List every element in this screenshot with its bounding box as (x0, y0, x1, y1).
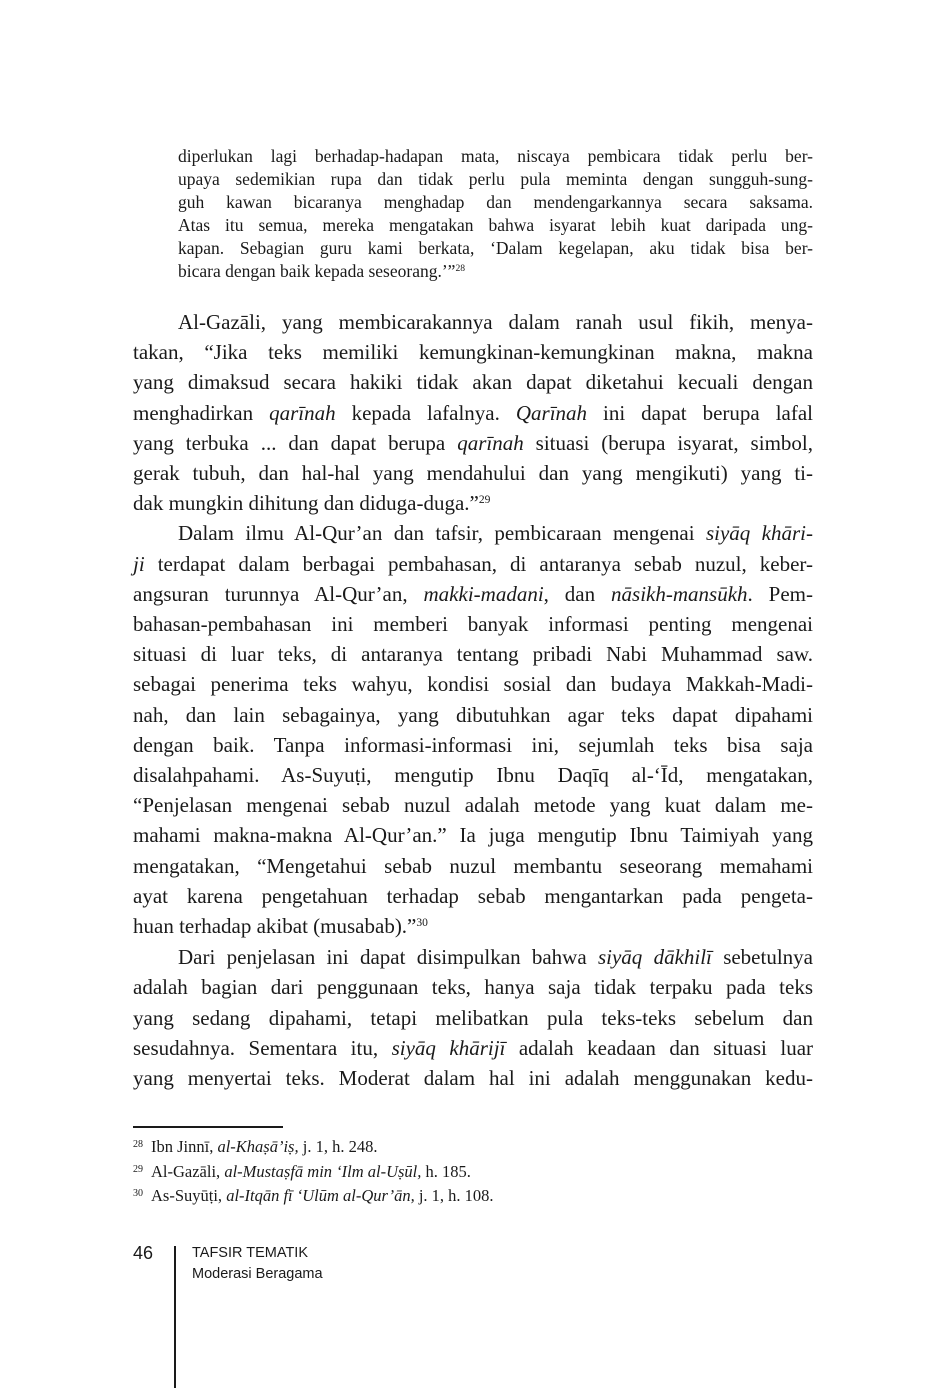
text-line (133, 488, 813, 518)
running-footer (192, 1243, 323, 1285)
text-run: j. 1, h. 108. (414, 1186, 494, 1205)
text-line (178, 237, 813, 260)
text-run: sebagai penerima teks wahyu, kondisi sosial dan budaya Makkah-Madi- (133, 672, 813, 697)
text-run: yang dimaksud secara hakiki tidak akan dapat diketahui kecuali dengan (133, 370, 813, 395)
text-run: Atas itu semua, mereka mengatakan bahwa isyarat lebih kuat daripada ung- (178, 215, 813, 235)
text-run: dengan baik. Tanpa informasi-informasi ini, sejumlah teks bisa saja (133, 732, 813, 757)
footnote-ref: 28 (455, 263, 466, 275)
italic-term: al-Khaṣā’iṣ, (217, 1137, 299, 1156)
text-line (178, 168, 813, 191)
footnote-ref: 29 (478, 494, 491, 507)
italic-term: ji (133, 551, 145, 576)
footnote (133, 1183, 494, 1208)
footnote (133, 1159, 494, 1184)
text-run: . Pem- (747, 581, 814, 606)
text-line (133, 790, 813, 820)
block-quote (178, 145, 813, 283)
footnote-number: 29 (133, 1163, 143, 1175)
text-run: Al-Gazāli, (151, 1161, 225, 1181)
text-line (133, 428, 813, 458)
text-run: terdapat dalam berbagai pembahasan, di antaranya sebab nuzul, keber- (144, 551, 813, 576)
text-run: sebetulnya (711, 945, 813, 970)
text-run: kepada lafalnya. (335, 400, 516, 425)
text-run: , dan (543, 581, 612, 606)
text-run: yang sedang dipahami, tetapi melibatkan pula teks-teks sebelum dan (133, 1005, 813, 1030)
text-line (133, 669, 813, 699)
text-run: h. 185. (421, 1161, 471, 1181)
text-run: gerak tubuh, dan hal-hal yang mendahului dan yang mengikuti) yang ti- (133, 461, 813, 486)
text-line (133, 549, 813, 579)
text-line (178, 145, 813, 168)
text-line (133, 398, 813, 428)
footnote-divider (133, 1126, 283, 1128)
text-run: diperlukan lagi berhadap-hadapan mata, niscaya pembicara tidak perlu ber- (178, 146, 813, 166)
text-run: kapan. Sebagian guru kami berkata, ‘Dalam kegelapan, aku tidak bisa ber- (178, 238, 813, 258)
footnotes (133, 1134, 494, 1208)
text-run: upaya sedemikian rupa dan tidak perlu pula meminta dengan sungguh-sung- (178, 169, 813, 189)
footnote-ref: 30 (416, 917, 428, 930)
text-run: “Penjelasan mengenai sebab nuzul adalah metode yang kuat dalam me- (133, 793, 813, 818)
text-line (133, 730, 813, 760)
footer-divider (174, 1246, 176, 1388)
book-title: TAFSIR TEMATIK (192, 1245, 309, 1261)
text-run: adalah keadaan dan situasi luar (505, 1035, 814, 1060)
paragraph (133, 942, 813, 1093)
text-line (133, 881, 813, 911)
text-run: Al-Gazāli, yang membicarakannya dalam ranah usul fikih, menya- (178, 310, 813, 334)
text-line (133, 1033, 813, 1063)
text-run: mengatakan, “Mengetahui sebab nuzul membantu seseorang memahami (133, 853, 813, 878)
footnote-number: 30 (133, 1188, 143, 1199)
italic-term: makki-madani (423, 581, 544, 606)
text-run: ayat karena pengetahuan terhadap sebab mengantarkan pada pengeta- (133, 883, 813, 908)
text-line (133, 609, 813, 639)
text-line (133, 307, 813, 337)
text-line (133, 1003, 813, 1033)
text-line (133, 700, 813, 730)
text-run: adalah bagian dari penggunaan teks, hanya saja tidak terpaku pada teks (133, 975, 813, 1000)
text-line (133, 579, 813, 609)
text-run: situasi di luar teks, di antaranya tentang pribadi Nabi Muhammad saw. (133, 642, 813, 667)
text-line (133, 972, 813, 1002)
italic-term: siyāq dākhilī (597, 945, 712, 970)
text-line (178, 191, 813, 214)
paragraph (133, 307, 813, 518)
italic-term: siyāq khārijī (391, 1035, 506, 1060)
text-run: huan terhadap akibat (musabab).” (133, 914, 417, 939)
text-line (133, 367, 813, 397)
italic-term: Qarīnah (515, 400, 588, 425)
page-number: 46 (133, 1243, 154, 1263)
text-run: ini dapat berupa lafal (587, 400, 813, 425)
text-run: Dalam ilmu Al-Qur’an dan tafsir, pembicaraan mengenai (178, 521, 706, 546)
text-run: angsuran turunnya Al-Qur’an, (133, 581, 424, 606)
text-run: bahasan-pembahasan ini memberi banyak informasi penting mengenai (133, 612, 813, 637)
text-run: yang menyertai teks. Moderat dalam hal ini adalah menggunakan kedu- (133, 1066, 813, 1091)
text-run: guh kawan bicaranya menghadap dan mendengarkannya secara saksama. (178, 192, 813, 212)
text-line (133, 458, 813, 488)
text-run: disalahpahami. As-Suyuṭi, mengutip Ibnu Daqīq al-‘Īd, mengatakan, (133, 763, 813, 788)
text-line (133, 337, 813, 367)
text-line (133, 639, 813, 669)
text-run: yang terbuka ... dan dapat berupa (133, 430, 458, 455)
text-line (133, 851, 813, 881)
text-line (178, 260, 813, 283)
text-run: situasi (berupa isyarat, simbol, (523, 430, 813, 455)
italic-term: qarīnah (269, 400, 336, 425)
text-run: takan, “Jika teks memiliki kemungkinan-kemungkinan makna, makna (133, 340, 813, 365)
body-text (133, 307, 813, 1093)
italic-term: qarīnah (457, 430, 524, 455)
paragraph (133, 518, 813, 941)
text-run: j. 1, h. 248. (298, 1137, 378, 1156)
text-run: sesudahnya. Sementara itu, (133, 1035, 392, 1060)
text-run: As-Suyūṭi, (151, 1186, 227, 1205)
italic-term: al-Itqān fī ‘Ulūm al-Qur’ān, (226, 1186, 415, 1205)
book-subtitle: Moderasi Beragama (192, 1266, 323, 1282)
italic-term: siyāq khāri- (705, 521, 813, 546)
footnote (133, 1134, 494, 1159)
text-run: Dari penjelasan ini dapat disimpulkan bahwa (178, 945, 598, 970)
italic-term: nāsikh-mansūkh (611, 581, 748, 606)
text-run: Ibn Jinnī, (151, 1137, 218, 1156)
footnote-number: 28 (133, 1139, 143, 1150)
text-line (133, 911, 813, 941)
text-run: mahami makna-makna Al-Qur’an.” Ia juga mengutip Ibnu Taimiyah yang (133, 823, 813, 848)
italic-term: al-Mustaṣfā min ‘Ilm al-Uṣūl, (224, 1161, 422, 1181)
text-line (133, 942, 813, 972)
text-line (133, 518, 813, 548)
text-line (133, 820, 813, 850)
text-line (178, 214, 813, 237)
text-run: dak mungkin dihitung dan diduga-duga.” (133, 491, 479, 516)
text-run: bicara dengan baik kepada seseorang.’” (178, 261, 456, 281)
text-line (133, 1063, 813, 1093)
text-run: menghadirkan (133, 400, 270, 425)
text-run: nah, dan lain sebagainya, yang dibutuhkan agar teks dapat dipahami (133, 702, 813, 727)
text-line (133, 760, 813, 790)
